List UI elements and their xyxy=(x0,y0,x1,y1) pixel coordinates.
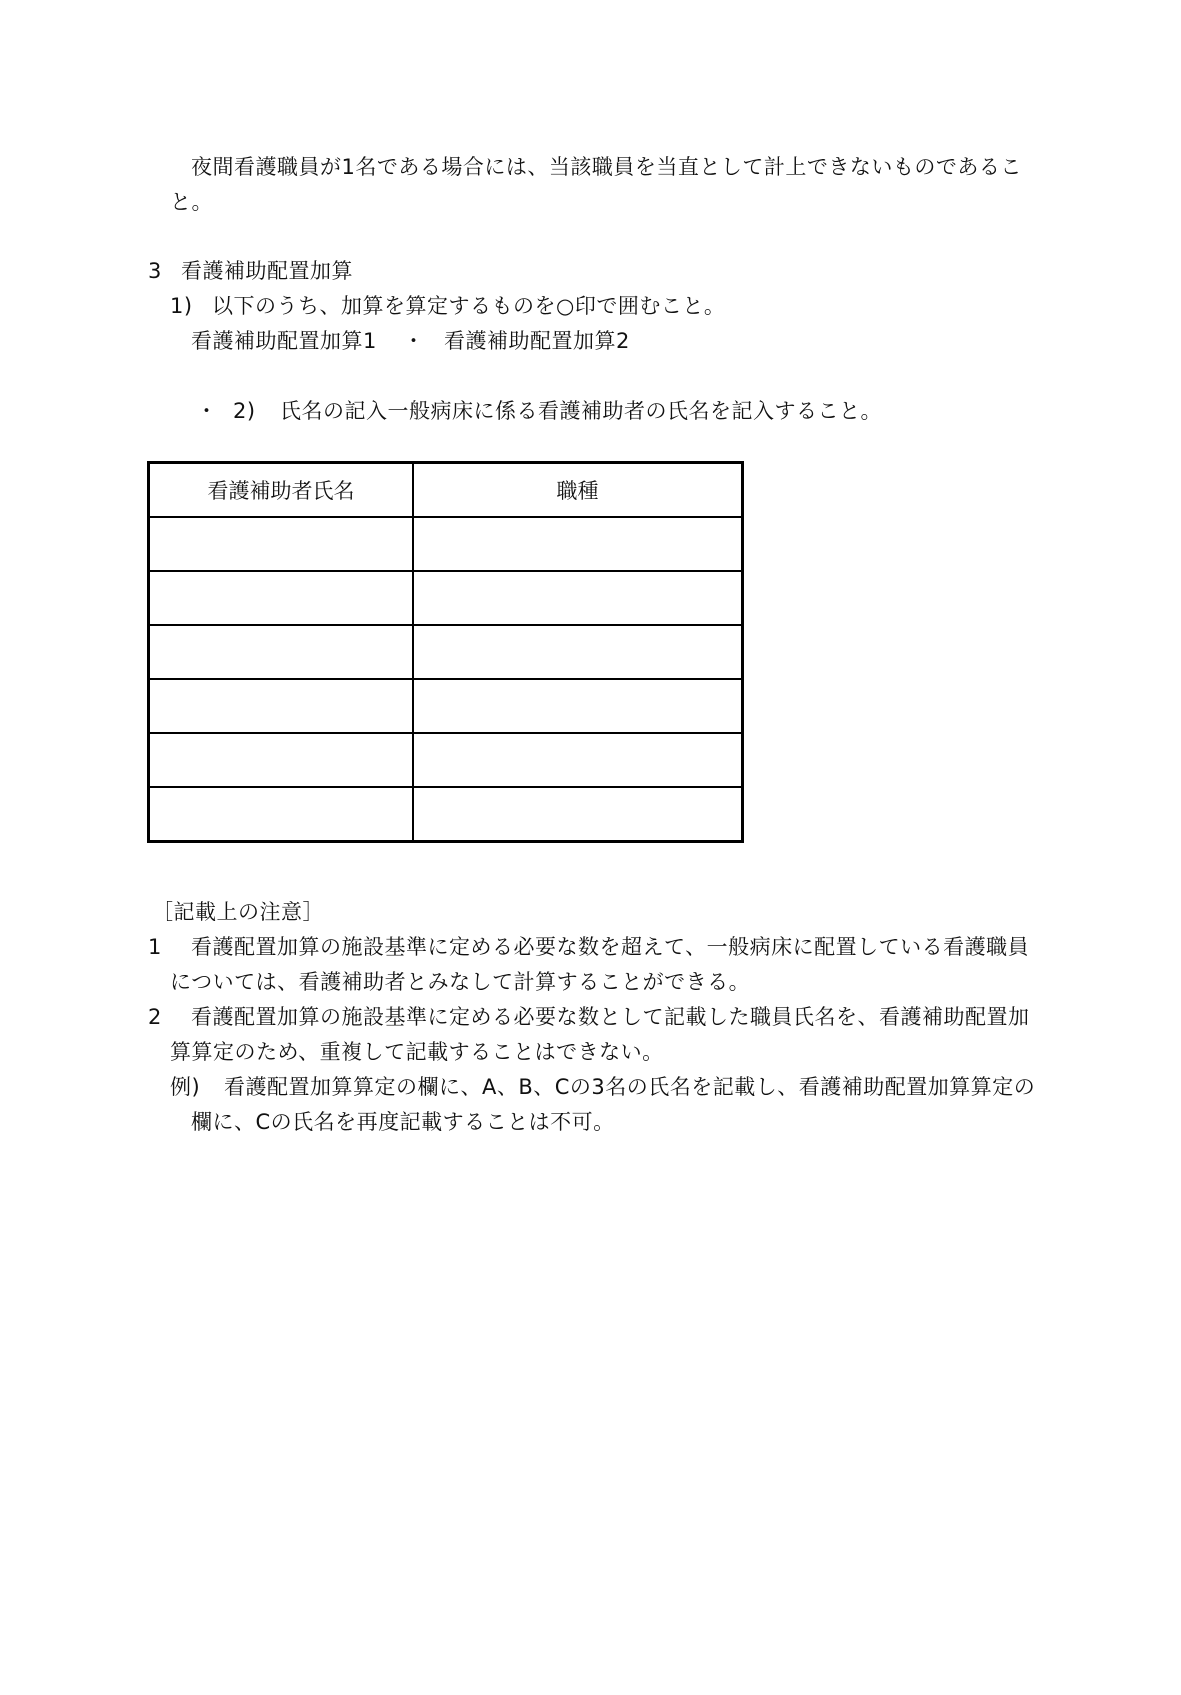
table-row xyxy=(149,787,743,842)
table-row xyxy=(149,625,743,679)
cell-job-type xyxy=(413,679,743,733)
intro-line-2: と。 xyxy=(170,190,213,214)
table-row xyxy=(149,679,743,733)
cell-assistant-name xyxy=(149,625,414,679)
cell-assistant-name xyxy=(149,571,414,625)
table-header-row xyxy=(149,463,743,518)
note1-line-2: については、看護補助者とみなして計算することができる。 xyxy=(170,970,751,994)
item1-text: 以下のうち、加算を算定するものを○印で囲むこと。 xyxy=(212,294,726,318)
intro-line-1: 夜間看護職員が1名である場合には、当該職員を当直として計上できないものであるこ xyxy=(191,155,1022,179)
cell-job-type xyxy=(413,733,743,787)
notes-heading: ［記載上の注意］ xyxy=(152,900,324,924)
option-separator: ・ xyxy=(403,329,425,353)
assistant-staff-table xyxy=(147,461,744,843)
table-row xyxy=(149,517,743,571)
cell-assistant-name xyxy=(149,787,414,842)
header-assistant-name: 看護補助者氏名 xyxy=(149,463,414,518)
note2-line-2: 算算定のため、重複して記載することはできない。 xyxy=(170,1040,664,1064)
cell-assistant-name xyxy=(149,517,414,571)
cell-job-type xyxy=(413,787,743,842)
cell-job-type xyxy=(413,517,743,571)
item2-bullet: ・ xyxy=(196,399,218,423)
cell-job-type xyxy=(413,625,743,679)
header-job-type: 職種 xyxy=(413,463,743,518)
example-line-2: 欄に、Cの氏名を再度記載することは不可。 xyxy=(191,1110,615,1134)
example-label: 例) xyxy=(170,1075,201,1099)
section-heading-title: 看護補助配置加算 xyxy=(181,259,353,283)
option-1: 看護補助配置加算1 xyxy=(191,329,377,353)
cell-assistant-name xyxy=(149,679,414,733)
note1-number: 1 xyxy=(148,935,162,959)
cell-job-type xyxy=(413,571,743,625)
item2-text: 氏名の記入一般病床に係る看護補助者の氏名を記入すること。 xyxy=(280,399,882,423)
option-2: 看護補助配置加算2 xyxy=(444,329,630,353)
example-line-1: 看護配置加算算定の欄に、A、B、Cの3名の氏名を記載し、看護補助配置加算算定の xyxy=(224,1075,1036,1099)
cell-assistant-name xyxy=(149,733,414,787)
table-row xyxy=(149,571,743,625)
note2-line-1: 看護配置加算の施設基準に定める必要な数として記載した職員氏名を、看護補助配置加 xyxy=(191,1005,1030,1029)
item1-label: 1) xyxy=(170,294,193,318)
note1-line-1: 看護配置加算の施設基準に定める必要な数を超えて、一般病床に配置している看護職員 xyxy=(191,935,1030,959)
section-heading-number: 3 xyxy=(148,259,162,283)
note2-number: 2 xyxy=(148,1005,162,1029)
table-row xyxy=(149,733,743,787)
item2-label: 2) xyxy=(233,399,256,423)
